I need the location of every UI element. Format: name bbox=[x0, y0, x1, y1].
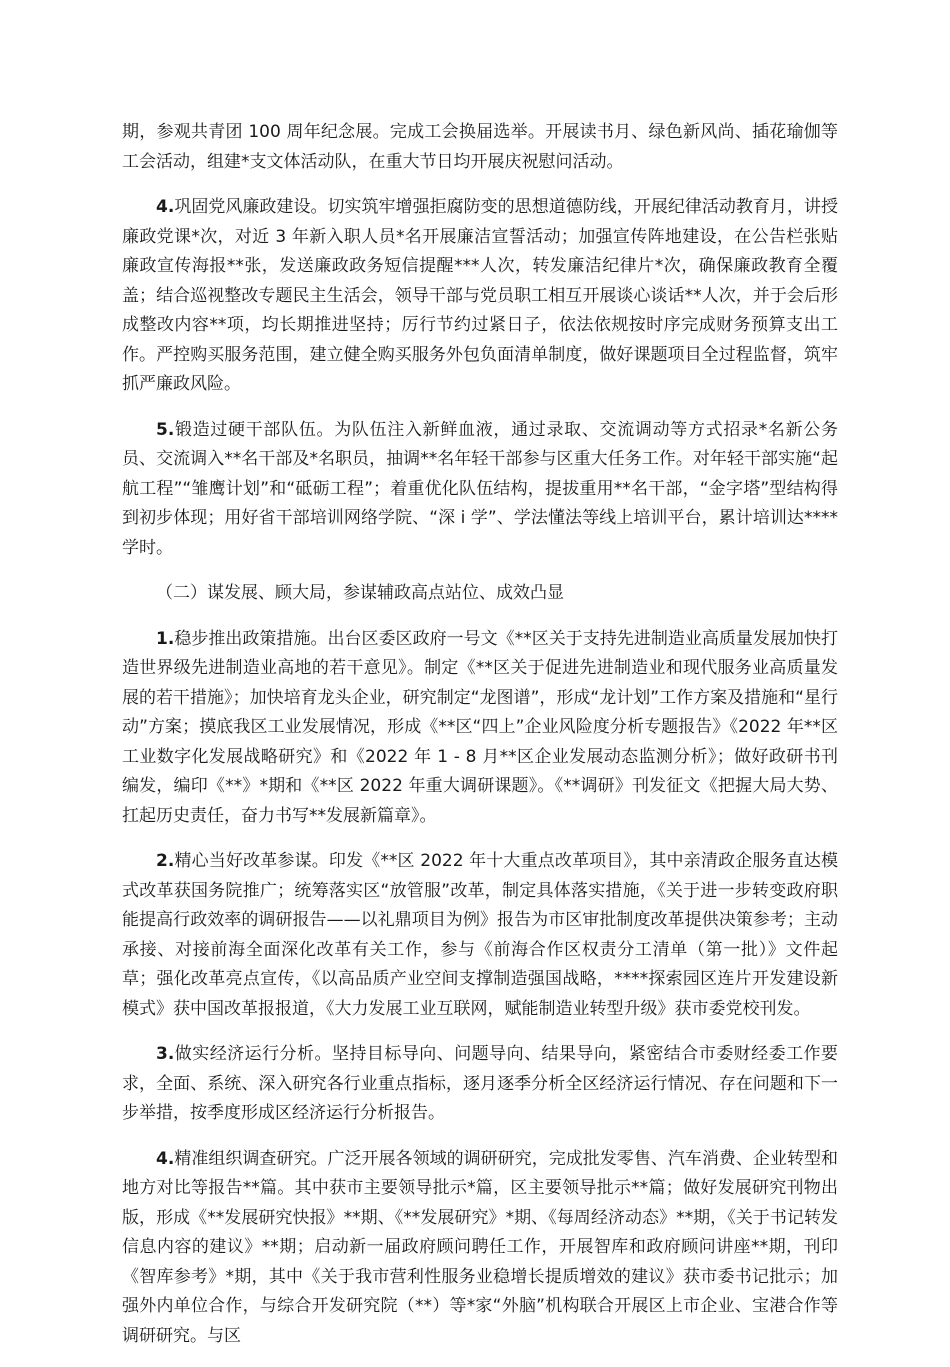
paragraph-reform-advice bbox=[122, 847, 838, 1024]
paragraph-text: 巩固党风廉政建设。切实筑牢增强拒腐防变的思想道德防线，开展纪律活动教育月，讲授廉政党课*次，对近 3 年新入职人员*名开展廉洁宣誓活动；加强宣传阵地建设，在公告栏张贴廉政宣传海报**张，发送廉政政务短信提醒***人次，转发廉洁纪律片*次，确保廉政教育全覆盖；结合巡视整改专题民主生活会，领导干部与党员职工相互开展谈心谈话**人次，并于会后形成整改内容**项，均长期推进坚持；厉行节约过紧日子，依法依规按时序完成财务预算支出工作。严控购买服务范围，建立健全购买服务外包负面清单制度，做好课题项目全过程监督，筑牢抓严廉政风险。 bbox=[122, 197, 838, 394]
paragraph-number: 5. bbox=[156, 419, 175, 440]
paragraph-number: 4. bbox=[156, 197, 175, 217]
paragraph-number: 4. bbox=[156, 1148, 175, 1169]
paragraph-continuation bbox=[122, 118, 838, 177]
paragraph-research bbox=[122, 1145, 838, 1352]
paragraph-text: 期，参观共青团 100 周年纪念展。完成工会换届选举。开展读书月、绿色新风尚、插花瑜伽等工会活动，组建*支文体活动队，在重大节日均开展庆祝慰问活动。 bbox=[122, 122, 838, 172]
document-page bbox=[122, 118, 838, 1367]
paragraph-cadre-team bbox=[122, 416, 838, 564]
paragraph-policy-measures bbox=[122, 625, 838, 832]
paragraph-text: 稳步推出政策措施。出台区委区政府一号文《**区关于支持先进制造业高质量发展加快打造世界级先进制造业高地的若干意见》。制定《**区关于促进先进制造业和现代服务业高质量发展的若干措施》；加快培育龙头企业，研究制定“龙图谱”，形成“龙计划”工作方案及措施和“星行动”方案；摸底我区工业发展情况，形成《**区“四上”企业风险度分析专题报告》《2022 年**区工业数字化发展战略研究》和《2022 年 1 - 8 月**区企业发展动态监测分析》；做好政研书刊编发，编印《**》*期和《**区 2022 年重大调研课题》。《**调研》刊发征文《把握大局大势、扛起历史责任，奋力书写**发展新篇章》。 bbox=[122, 628, 838, 826]
paragraph-number: 3. bbox=[156, 1044, 175, 1064]
paragraph-text: 锻造过硬干部队伍。为队伍注入新鲜血液，通过录取、交流调动等方式招录*名新公务员、交流调入**名干部及*名职员，抽调**名年轻干部参与区重大任务工作。对年轻干部实施“起航工程”“雏鹰计划”和“砥砺工程”；着重优化队伍结构，提拔重用**名干部，“金字塔”型结构得到初步体现；用好省干部培训网络学院、“深 i 学”、学法懂法等线上培训平台，累计培训达****学时。 bbox=[122, 419, 838, 558]
paragraph-economic-analysis bbox=[122, 1040, 838, 1129]
paragraph-text: 精准组织调查研究。广泛开展各领域的调研研究，完成批发零售、汽车消费、企业转型和地方对比等报告**篇。其中获市主要领导批示*篇，区主要领导批示**篇；做好发展研究刊物出版，形成《**发展研究快报》**期、《**发展研究》*期、《每周经济动态》**期，《关于书记转发信息内容的建议》**期；启动新一届政府顾问聘任工作，开展智库和政府顾问讲座**期，刊印《智库参考》*期，其中《关于我市营利性服务业稳增长提质增效的建议》获市委书记批示；加强外内单位合作，与综合开发研究院（**）等*家“外脑”机构联合开展区上市企业、宝港合作等调研研究。与区 bbox=[122, 1148, 838, 1346]
paragraph-party-integrity bbox=[122, 193, 838, 400]
section-heading: （二）谋发展、顾大局，参谋辅政高点站位、成效凸显 bbox=[156, 583, 564, 603]
paragraph-text: 做实经济运行分析。坚持目标导向、问题导向、结果导向，紧密结合市委财经委工作要求，全面、系统、深入研究各行业重点指标，逐月逐季分析全区经济运行情况、存在问题和下一步举措，按季度形成区经济运行分析报告。 bbox=[122, 1044, 838, 1123]
paragraph-number: 1. bbox=[156, 628, 175, 649]
paragraph-text: 精心当好改革参谋。印发《**区 2022 年十大重点改革项目》，其中亲清政企服务直达模式改革获国务院推广；统筹落实区“放管服”改革，制定具体落实措施，《关于进一步转变政府职能提高行政效率的调研报告——以礼鼎项目为例》报告为市区审批制度改革提供决策参考；主动承接、对接前海全面深化改革有关工作，参与《前海合作区权责分工清单（第一批）》文件起草；强化改革亮点宣传，《以高品质产业空间支撑制造强国战略，****探索园区连片开发建设新模式》获中国改革报报道，《大力发展工业互联网，赋能制造业转型升级》获市委党校刊发。 bbox=[122, 851, 838, 1019]
paragraph-number: 2. bbox=[156, 851, 175, 871]
